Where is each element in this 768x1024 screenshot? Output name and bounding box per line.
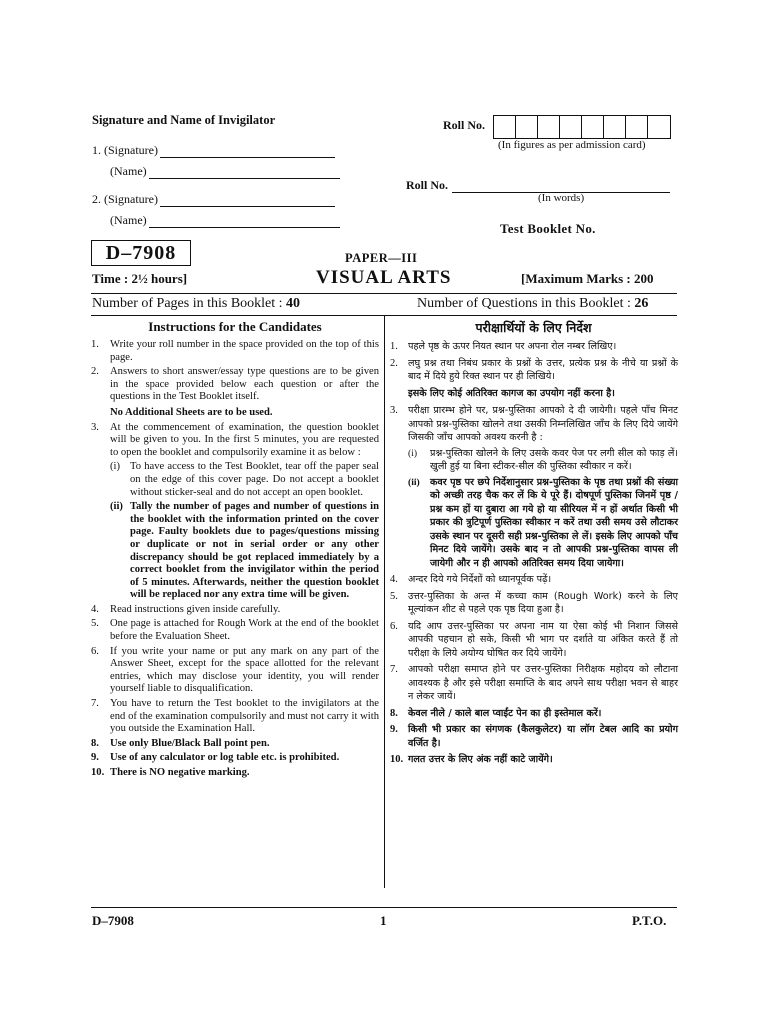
exam-code-box: D–7908: [91, 240, 191, 266]
roll-digit-box[interactable]: [538, 116, 560, 138]
name-2-row: [110, 213, 340, 228]
signature-2-label: 2. (Signature): [92, 192, 158, 206]
list-item: 6. यदि आप उत्तर-पुस्तिका पर अपना नाम या ऐसा कोई भी निशान जिससे आपकी पहचान हो सके, किसी भी भाग पर दर्शाते या अंकित करते हैं तो परीक्षा के लिये अयोग्य घोषित कर दिये जायेंगे।: [390, 620, 678, 659]
signature-2-line[interactable]: [160, 195, 335, 207]
list-item: 8. Use only Blue/Black Ball point pen.: [91, 737, 270, 749]
list-item: 5. One page is attached for Rough Work at the end of the booklet before the Evaluation Sheet.: [91, 618, 379, 643]
name-2-label: (Name): [110, 213, 147, 227]
questions-value: 26: [634, 296, 649, 311]
name-1-line[interactable]: [149, 167, 340, 179]
subject-title: VISUAL ARTS: [316, 267, 452, 288]
paper-number: PAPER—III: [345, 251, 418, 265]
list-item: 7. You have to return the Test booklet to the invigilators at the end of the examination compulsorily and must not carry it with you outside the Examination Hall.: [91, 698, 379, 735]
list-item: 10. There is NO negative marking.: [91, 767, 250, 778]
roll-words-row: [406, 178, 670, 193]
footer-exam-code: D–7908: [92, 913, 134, 928]
questions-label: Number of Questions in this Booklet :: [417, 296, 635, 311]
list-item: 1. Write your roll number in the space provided on the top of this page.: [91, 339, 379, 363]
page-number: 1: [380, 913, 387, 928]
list-item: 9. किसी भी प्रकार का संगणक (कैलकुलेटर) या लॉग टेबल आदि का प्रयोग वर्जित है।: [390, 724, 678, 749]
divider: [91, 907, 677, 908]
roll-digit-box[interactable]: [626, 116, 648, 138]
list-item: 5. उत्तर-पुस्तिका के अन्त में कच्चा काम (Rough Work) करने के लिए मूल्यांकन शीट से पहले एक पृष्ठ दिया हुआ है।: [390, 590, 678, 615]
sub-item: (ii) Tally the number of pages and number of questions in the booklet with the information printed on the cover page. Faulty booklets due to pages/questions missing or duplicate or not in serial order or any other discrepancy should be got replaced immediately by a correct booklet from the invigilator within the period of 5 minutes. Afterwards, neither the question booklet will be replaced nor any extra time will be given.: [110, 501, 379, 601]
column-divider: [384, 316, 385, 888]
roll-words-label: Roll No.: [406, 178, 448, 192]
roll-digit-box[interactable]: [648, 116, 670, 138]
instructions-heading-hi: परीक्षार्थियों के लिए निर्देश: [475, 320, 592, 335]
list-item: 10. गलत उत्तर के लिए अंक नहीं काटे जायेंगे।: [390, 754, 553, 765]
list-item: 6. If you write your name or put any mark on any part of the Answer Sheet, except for the space allotted for the relevant entries, which may disclose your identity, you will render yourself liable to disqualification.: [91, 645, 379, 695]
test-booklet-label: Test Booklet No.: [500, 221, 596, 236]
exam-time: Time : 2½ hours]: [92, 271, 188, 286]
pto-label: P.T.O.: [632, 913, 667, 928]
signature-2-row: [92, 192, 335, 207]
sub-item: (i) प्रश्न-पुस्तिका खोलने के लिए उसके कवर पेज पर लगी सील को फाड़ लें। खुली हुई या बिना स्टीकर-सील की पुस्तिका स्वीकार न करें।: [408, 447, 678, 472]
pages-label: Number of Pages in this Booklet :: [92, 296, 287, 311]
questions-count: [417, 296, 648, 312]
list-item: 1. पहले पृष्ठ के ऊपर नियत स्थान पर अपना रोल नम्बर लिखिए।: [390, 341, 617, 352]
sub-item: (i) To have access to the Test Booklet, tear off the paper seal on the edge of this cover page. Do not accept a booklet without sticker-seal and do not accept an open booklet.: [110, 461, 379, 498]
roll-words-note: (In words): [538, 192, 585, 204]
instructions-heading-en: Instructions for the Candidates: [148, 319, 322, 334]
roll-number-label: Roll No.: [443, 118, 485, 132]
pages-count: [92, 296, 300, 312]
list-item: 3. परीक्षा प्रारम्भ होने पर, प्रश्न-पुस्तिका आपको दे दी जायेगी। पहले पाँच मिनट आपको प्रश्न-पुस्तिका खोलने तथा उसकी निम्नलिखित जाँच के लिए दिये जायेंगे जिसकी जाँच आपको अवश्य करनी है : (i) प्रश्न-पुस्तिका खोलने के लिए उसके कवर पेज पर लगी सील को फाड़ लें। खुली हुई या बिना स्टीकर-सील की पुस्तिका स्वीकार न करें। (ii) कवर पृष्ठ पर छपे निर्देशानुसार प्रश्न-पुस्तिका के पृष्ठ तथा प्रश्नों की संख्या को अच्छी तरह चैक कर लें कि ये पूरे हैं। दोषपूर्ण पुस्तिका जिनमें पृष्ठ / प्रश्न कम हों या दुबारा आ गये हो या सीरियल में न हों अर्थात किसी भी प्रकार की त्रुटिपूर्ण पुस्तिका स्वीकार न करें तथा उसी समय उसे लौटाकर उसके स्थान पर दूसरी सही प्रश्न-पुस्तिका ले लें। इसके लिए आपको पाँच मिनट दिये जायेंगे। उसके बाद न तो आपकी प्रश्न-पुस्तिका वापस ली जायेगी और न ही आपको अतिरिक्त समय दिया जायेगा।: [390, 405, 678, 569]
roll-digit-box[interactable]: [560, 116, 582, 138]
list-item: 4. अन्दर दिये गये निर्देशों को ध्यानपूर्वक पढ़ें।: [390, 574, 552, 585]
maximum-marks: [Maximum Marks : 200: [521, 271, 654, 286]
list-item: 7. आपको परीक्षा समाप्त होने पर उत्तर-पुस्तिका निरीक्षक महोदय को लौटाना आवश्यक है और इसे परीक्षा समाप्ति के बाद अपने साथ परीक्षा भवन से बाहर न लेकर जायें।: [390, 664, 678, 702]
list-item: 4. Read instructions given inside carefully.: [91, 603, 281, 615]
list-item: 8. केवल नीले / काले बाल प्वाईंट पेन का ही इस्तेमाल करें।: [390, 707, 602, 719]
roll-number-boxes[interactable]: [493, 115, 671, 139]
signature-1-line[interactable]: [160, 146, 335, 158]
signature-1-row: [92, 143, 335, 158]
divider: [91, 293, 677, 294]
roll-digit-box[interactable]: [516, 116, 538, 138]
sub-item: (ii) कवर पृष्ठ पर छपे निर्देशानुसार प्रश्न-पुस्तिका के पृष्ठ तथा प्रश्नों की संख्या को अच्छी तरह चैक कर लें कि ये पूरे हैं। दोषपूर्ण पुस्तिका जिनमें पृष्ठ / प्रश्न कम हों या दुबारा आ गये हो या सीरियल में न हों अर्थात किसी भी प्रकार की त्रुटिपूर्ण पुस्तिका स्वीकार न करें तथा उसी समय उसे लौटाकर उसके स्थान पर दूसरी सही प्रश्न-पुस्तिका ले लें। इसके लिए आपको पाँच मिनट दिये जायेंगे। उसके बाद न तो आपकी प्रश्न-पुस्तिका वापस ली जायेगी और न ही आपको अतिरिक्त समय दिया जायेगा।: [408, 476, 678, 569]
name-2-line[interactable]: [149, 216, 340, 228]
invigilator-title: Signature and Name of Invigilator: [92, 113, 276, 127]
list-item: 2. Answers to short answer/essay type questions are to be given in the space provided below each question or after the questions in the Test Booklet itself. No Additional Sheets are to be used.: [91, 366, 379, 418]
instructions-list-hi: [390, 340, 678, 770]
list-item: 2. लघु प्रश्न तथा निबंध प्रकार के प्रश्नों के उत्तर, प्रत्येक प्रश्न के नीचे या प्रश्नों के बाद में दिये हुये रिक्त स्थान पर ही लिखिये।: [390, 357, 678, 382]
no-additional-sheets-note-hi: इसके लिए कोई अतिरिक्त कागज का उपयोग नहीं करना है।: [408, 387, 615, 399]
no-additional-sheets-note: No Additional Sheets are to be used.: [110, 406, 273, 418]
roll-digit-box[interactable]: [494, 116, 516, 138]
signature-1-label: 1. (Signature): [92, 143, 158, 157]
roll-digit-box[interactable]: [582, 116, 604, 138]
pages-value: 40: [286, 296, 301, 311]
list-item: 3. At the commencement of examination, the question booklet will be given to you. In the first 5 minutes, you are requested to open the booklet and compulsorily examine it as below : (i) To have access to the Test Booklet, tear off the paper seal on the edge of this cover page. Do not accept a booklet without sticker-seal and do not accept an open booklet. (ii) Tally the number of pages and number of questions in the booklet with the information printed on the cover page. Faulty booklets due to pages/questions missing or duplicate or not in serial order or any other discrepancy should be got replaced immediately by a correct booklet from the invigilator within the period of 5 minutes. Afterwards, neither the question booklet will be replaced nor any extra time will be given.: [91, 421, 379, 601]
name-1-row: [110, 164, 340, 179]
roll-digit-box[interactable]: [604, 116, 626, 138]
instructions-list-en: [91, 339, 379, 782]
list-item: 9. Use of any calculator or log table etc. is prohibited.: [91, 752, 340, 764]
roll-figures-note: (In figures as per admission card): [498, 139, 646, 151]
name-1-label: (Name): [110, 164, 147, 178]
